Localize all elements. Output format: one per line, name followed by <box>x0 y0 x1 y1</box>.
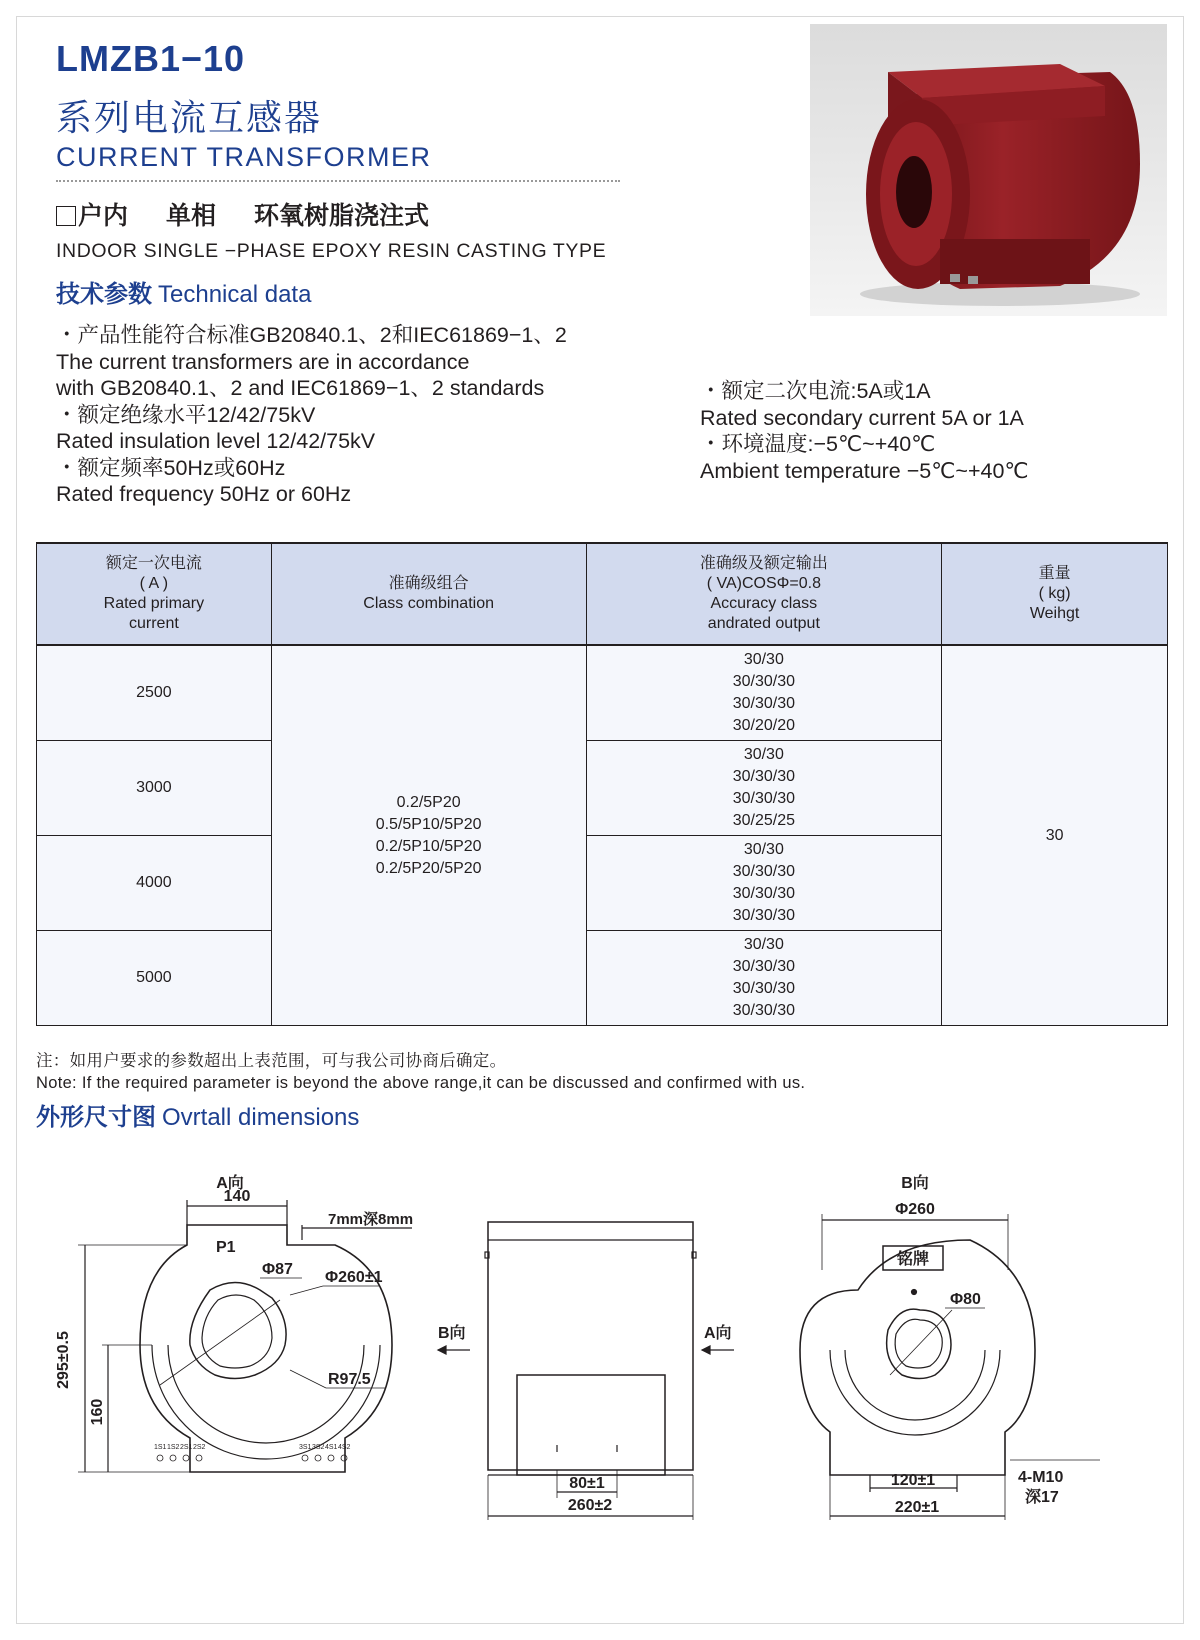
output-line: 30/30/30 <box>732 695 795 712</box>
table-header-row <box>37 543 1168 645</box>
output-cell <box>586 741 942 836</box>
output-line: 30/20/20 <box>732 717 795 734</box>
header-line: 额定一次电流 <box>105 555 202 572</box>
col-header-weight <box>942 543 1168 645</box>
output-cell <box>586 645 942 741</box>
nameplate-label: 铭牌 <box>896 1251 930 1268</box>
header-line: ( kg) <box>1038 585 1071 602</box>
dim-phi87: Φ87 <box>262 1261 293 1278</box>
dimensions-heading <box>36 1097 359 1132</box>
class-line: 0.2/5P10/5P20 <box>375 837 482 855</box>
rated-current-cell: 3000 <box>37 741 272 836</box>
terminal-label: 1S1 <box>154 1444 167 1451</box>
terminal-label: 2S1 <box>180 1444 193 1451</box>
view-b-label: B向 <box>901 1175 929 1192</box>
note-cn: 注：如用户要求的参数超出上表范围，可与我公司协商后确定。 <box>36 1052 507 1070</box>
terminal-label: 3S2 <box>312 1444 325 1451</box>
header-line: ( VA)COSΦ=0.8 <box>706 575 821 592</box>
dim-80: 80±1 <box>569 1475 605 1492</box>
header-line: Accuracy class <box>710 595 818 612</box>
arrow-label-a: A向 <box>704 1325 732 1342</box>
type-en: INDOOR SINGLE −PHASE EPOXY RESIN CASTING TYPE <box>56 240 607 262</box>
class-combination-cell <box>271 645 586 1026</box>
dim-m10: 4-M10 <box>1018 1469 1064 1486</box>
output-line: 30/30/30 <box>732 980 795 997</box>
label-p1: P1 <box>216 1239 236 1256</box>
dim-220: 220±1 <box>894 1499 940 1516</box>
output-line: 30/30/30 <box>732 907 795 924</box>
col-header-accuracy-output <box>586 543 942 645</box>
output-cell <box>586 836 942 931</box>
weight-cell: 30 <box>942 645 1168 1026</box>
output-line: 30/30 <box>743 936 784 953</box>
dim-hole: 7mm深8mm <box>328 1211 414 1228</box>
tech-heading-en: Technical data <box>158 281 312 308</box>
rated-current-cell: 2500 <box>37 645 272 741</box>
output-cell <box>586 931 942 1026</box>
dotted-divider <box>56 180 620 182</box>
dim-120: 120±1 <box>890 1472 936 1489</box>
tech-heading <box>56 274 311 309</box>
series-title-cn: 系列电流互感器 <box>56 98 323 139</box>
header-line: Weihgt <box>1029 605 1080 622</box>
dim-phi260: Φ260±1 <box>325 1269 383 1286</box>
view-a-label: A向 <box>216 1175 244 1192</box>
dim-r975: R97.5 <box>328 1371 371 1388</box>
tech-heading-cn: 技术参数 <box>56 280 152 308</box>
rated-current-cell: 4000 <box>37 836 272 931</box>
class-line: 0.2/5P20/5P20 <box>375 859 482 877</box>
spec-line: ・额定二次电流:5A或1A <box>700 379 931 403</box>
output-line: 30/30/30 <box>732 863 795 880</box>
output-line: 30/30/30 <box>732 958 795 975</box>
dimensions-heading-cn: 外形尺寸图 <box>36 1103 156 1131</box>
header-line: 准确级及额定输出 <box>699 555 828 572</box>
type-indoor: 户内 <box>78 201 129 230</box>
dim-140: 140 <box>223 1188 251 1205</box>
type-cn <box>56 196 429 232</box>
spec-line: with GB20840.1、2 and IEC61869−1、2 standards <box>56 376 545 400</box>
dim-phi80: Φ80 <box>950 1291 981 1308</box>
spec-table <box>36 542 1168 1026</box>
tech-specs-left <box>56 322 567 508</box>
spec-line: Rated frequency 50Hz or 60Hz <box>56 482 352 506</box>
terminal-label: 1S2 <box>167 1444 180 1451</box>
note <box>36 1050 805 1094</box>
dimension-drawing <box>40 1170 1160 1520</box>
header-line: current <box>128 615 179 632</box>
col-header-class-combination <box>271 543 586 645</box>
model-title: LMZB1−10 <box>56 38 246 79</box>
terminal-label: 4S2 <box>338 1444 351 1451</box>
output-line: 30/30 <box>743 651 784 668</box>
product-photo <box>810 24 1167 316</box>
col-header-rated-primary <box>37 543 272 645</box>
dim-depth17: 深17 <box>1025 1489 1059 1506</box>
output-line: 30/30/30 <box>732 1002 795 1019</box>
spec-line: The current transformers are in accordance <box>56 349 470 374</box>
spec-line: ・额定绝缘水平12/42/75kV <box>56 402 316 427</box>
output-line: 30/30/30 <box>732 673 795 690</box>
arrow-label-b: B向 <box>438 1325 466 1342</box>
spec-line: ・产品性能符合标准GB20840.1、2和IEC61869−1、2 <box>56 323 567 347</box>
dim-160: 160 <box>89 1398 106 1426</box>
output-line: 30/30/30 <box>732 768 795 785</box>
spec-line: Rated secondary current 5A or 1A <box>700 405 1024 430</box>
dim-phi260b: Φ260 <box>895 1201 935 1218</box>
type-epoxy: 环氧树脂浇注式 <box>254 201 430 230</box>
class-line: 0.2/5P20 <box>396 793 461 811</box>
output-line: 30/30/30 <box>732 885 795 902</box>
class-line: 0.5/5P10/5P20 <box>375 815 482 833</box>
header-line: 准确级组合 <box>388 575 469 592</box>
header-line: ( A ) <box>139 575 169 592</box>
terminal-label: 4S1 <box>325 1444 338 1451</box>
header-line: andrated output <box>707 615 820 632</box>
spec-line: Rated insulation level 12/42/75kV <box>56 429 376 453</box>
dim-295: 295±0.5 <box>55 1331 72 1389</box>
checkbox-icon <box>56 206 76 226</box>
table-row <box>37 645 1168 741</box>
terminal-label: 3S1 <box>299 1444 312 1451</box>
terminal-label: 2S2 <box>193 1444 206 1451</box>
output-line: 30/25/25 <box>732 812 795 829</box>
spec-line: ・额定频率50Hz或60Hz <box>56 455 286 480</box>
output-line: 30/30 <box>743 746 784 763</box>
note-en: Note: If the required parameter is beyond the above range,it can be discussed and confirmed with us. <box>36 1074 806 1092</box>
tech-specs-right <box>700 378 1029 484</box>
spec-line: Ambient temperature −5℃~+40℃ <box>700 458 1029 483</box>
header-line: Rated primary <box>103 595 205 612</box>
spec-line: ・环境温度:−5℃~+40℃ <box>700 432 936 456</box>
series-title-en: CURRENT TRANSFORMER <box>56 142 432 172</box>
rated-current-cell: 5000 <box>37 931 272 1026</box>
header-line: Class combination <box>363 595 494 612</box>
type-single-phase: 单相 <box>166 201 217 230</box>
output-line: 30/30/30 <box>732 790 795 807</box>
header-line: 重量 <box>1038 565 1071 582</box>
dim-260: 260±2 <box>567 1497 613 1514</box>
dimensions-heading-en: Ovrtall dimensions <box>162 1104 360 1131</box>
output-line: 30/30 <box>743 841 784 858</box>
